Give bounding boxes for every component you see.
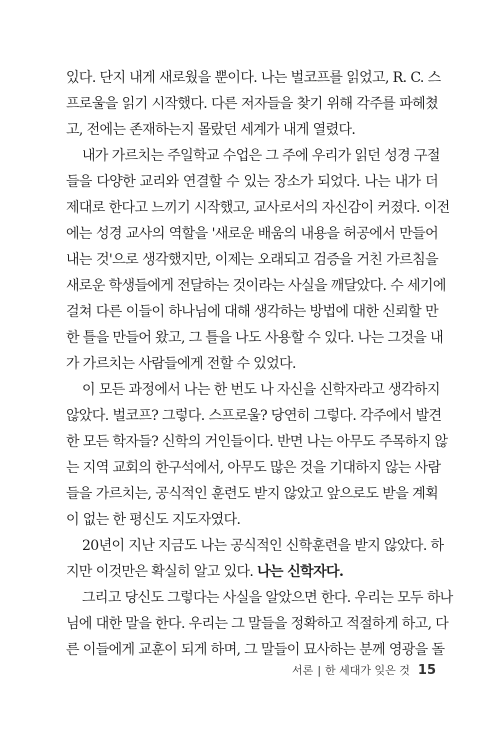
- footer-chapter-title: 한 세대가 잊은 것: [325, 664, 410, 677]
- text-line: 에는 성경 교사의 역할을 '새로운 배움의 내용을 허공에서 만들어: [66, 226, 438, 242]
- text-line: 제대로 한다고 느끼기 시작했고, 교사로서의 자신감이 커졌다. 이전: [66, 200, 450, 216]
- text-line: 있다. 단지 내게 새로웠을 뿐이다. 나는 벌코프를 읽었고, R. C. 스: [66, 70, 441, 86]
- text-line: 한 틀을 만들어 왔고, 그 틀을 나도 사용할 수 있다. 나는 그것을 내: [66, 330, 444, 346]
- body-text: [66, 65, 453, 663]
- text-line: 새로운 학생들에게 전달하는 것이라는 사실을 깨달았다. 수 세기에: [66, 278, 446, 294]
- text-line: 님에 대한 말을 한다. 우리는 그 말들을 정확하고 적절하게 하고, 다: [66, 616, 449, 632]
- page-number: 15: [417, 663, 436, 678]
- text-line: 이 없는 한 평신도 지도자였다.: [66, 512, 241, 528]
- text-line: 른 이들에게 교훈이 되게 하며, 그 말들이 묘사하는 분께 영광을 돌: [66, 642, 445, 658]
- text-line: 고, 전에는 존재하는지 몰랐던 세계가 내게 열렸다.: [66, 122, 356, 138]
- text-line: 들을 가르치는, 공식적인 훈련도 받지 않았고 앞으로도 받을 계획: [66, 486, 438, 502]
- emphasis-text: 나는 신학자다.: [257, 564, 344, 580]
- text-line: 내는 것'으로 생각했지만, 이제는 오래되고 검증을 거친 가르침을: [66, 252, 438, 268]
- text-line: [66, 559, 438, 585]
- text-line: 않았다. 벌코프? 그렇다. 스프로울? 당연히 그렇다. 각주에서 발견: [66, 408, 442, 424]
- footer-separator: |: [317, 664, 322, 677]
- text-line: 들을 다양한 교리와 연결할 수 있는 장소가 되었다. 나는 내가 더: [66, 174, 438, 190]
- text-line: 는 지역 교회의 한구석에서, 아무도 많은 것을 기대하지 않는 사람: [66, 460, 441, 476]
- text-line: 한 모든 학자들? 신학의 거인들이다. 반면 나는 아무도 주목하지 않: [66, 434, 448, 450]
- text-line: 내가 가르치는 주일학교 수업은 그 주에 우리가 읽던 성경 구절: [82, 148, 440, 164]
- text-line: 가 가르치는 사람들에게 전할 수 있었다.: [66, 356, 296, 372]
- text-line: 20년이 지난 지금도 나는 공식적인 신학훈련을 받지 않았다. 하: [82, 538, 444, 554]
- footer-section: 서론: [292, 664, 314, 677]
- running-footer: [0, 663, 436, 679]
- text-line: 프로울을 읽기 시작했다. 다른 저자들을 찾기 위해 각주를 파헤쳤: [66, 96, 438, 112]
- text-segment: 지만 이것만은 확실히 알고 있다.: [66, 564, 254, 580]
- text-line: 그리고 당신도 그렇다는 사실을 알았으면 한다. 우리는 모두 하나: [82, 590, 453, 606]
- text-line: 이 모든 과정에서 나는 한 번도 나 자신을 신학자라고 생각하지: [82, 382, 440, 398]
- text-line: 걸쳐 다른 이들이 하나님에 대해 생각하는 방법에 대한 신뢰할 만: [66, 304, 438, 320]
